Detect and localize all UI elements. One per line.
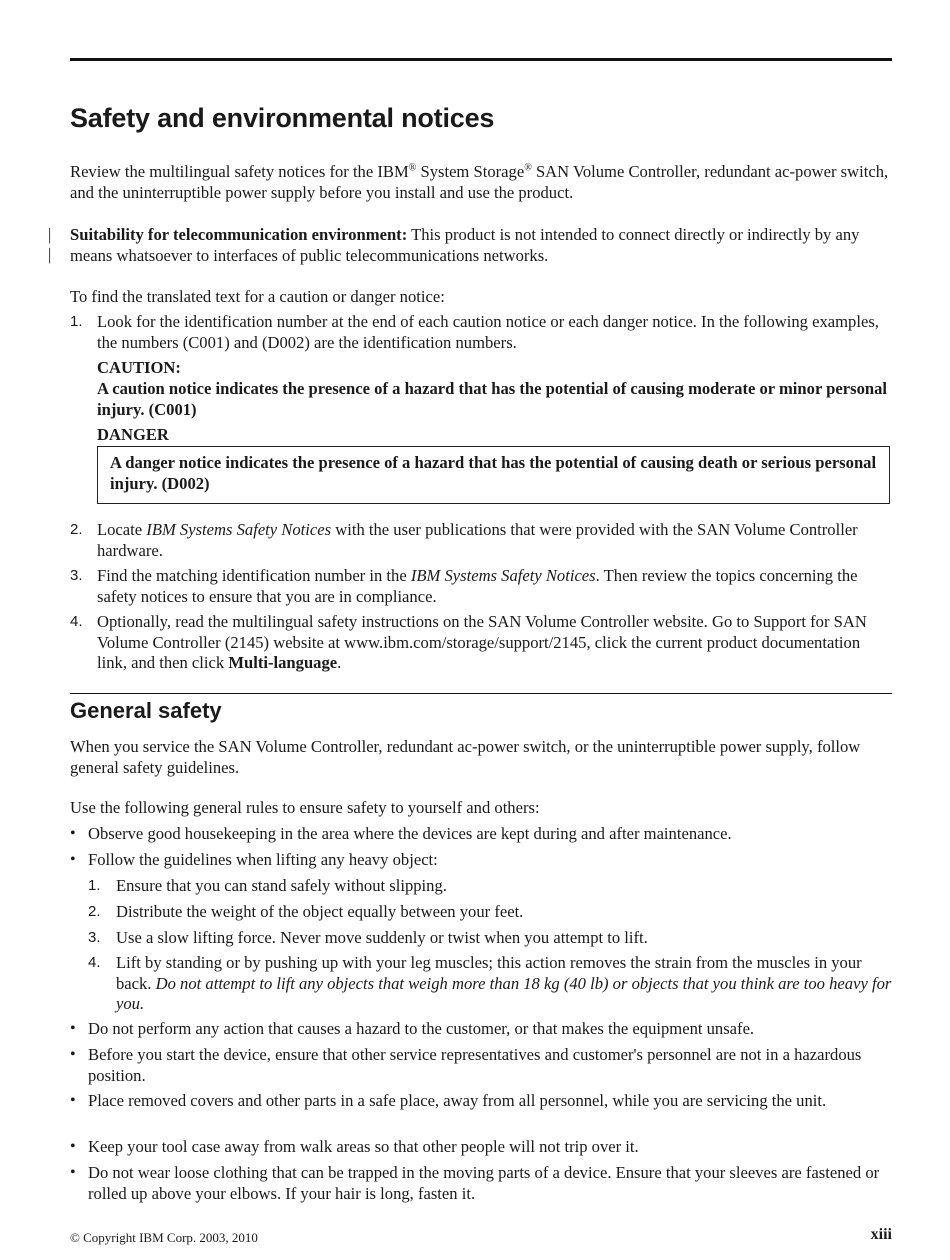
- change-bar: |: [48, 245, 52, 264]
- rules-intro: Use the following general rules to ensure safety to yourself and others:: [70, 798, 540, 817]
- lift-step-number: 1.: [88, 877, 101, 894]
- list-item: Do not wear loose clothing that can be trapped in the moving parts of a device. Ensure that your sleeves are fastened or rolled up above your elbows. If your hair is long, fasten it.: [88, 1163, 880, 1203]
- bullet: •: [70, 825, 76, 842]
- lift-step-text: Ensure that you can stand safely without slipping.: [116, 876, 447, 895]
- step-number: 2.: [70, 521, 83, 538]
- section-rule: [70, 693, 892, 694]
- lift-step-number: 2.: [88, 903, 101, 920]
- bullet: •: [70, 1020, 76, 1037]
- lift-step-number: 4.: [88, 954, 101, 971]
- step-number: 1.: [70, 313, 83, 330]
- step-text: Optionally, read the multilingual safety instructions on the SAN Volume Controller website. Go to Support for SAN Volume Controller (2145) website at www.ibm.com/storage/support/2145, click the current product documentation link, and then click Multi-language.: [97, 612, 867, 672]
- top-rule: [70, 58, 892, 61]
- list-item: Do not perform any action that causes a hazard to the customer, or that makes the equipment unsafe.: [88, 1019, 755, 1038]
- danger-text: A danger notice indicates the presence of a hazard that has the potential of causing death or serious personal injury. (D002): [110, 453, 877, 493]
- list-item: Keep your tool case away from walk areas so that other people will not trip over it.: [88, 1137, 639, 1156]
- general-intro: When you service the SAN Volume Controller, redundant ac-power switch, or the uninterruptible power supply, follow general safety guidelines.: [70, 737, 861, 777]
- lift-step-text: Lift by standing or by pushing up with your leg muscles; this action removes the strain from the muscles in your back. Do not attempt to lift any objects that weigh more than 18 kg (40 lb) or objects that you think are too heavy for you.: [116, 953, 892, 1013]
- step-number: 4.: [70, 613, 83, 630]
- list-item: Place removed covers and other parts in a safe place, away from all personnel, while you are servicing the unit.: [88, 1091, 827, 1110]
- lift-step-text: Distribute the weight of the object equally between your feet.: [116, 902, 524, 921]
- caution-text: A caution notice indicates the presence of a hazard that has the potential of causing moderate or minor personal injury. (C001): [97, 379, 888, 419]
- step-text: Locate IBM Systems Safety Notices with the user publications that were provided with the SAN Volume Controller hardware.: [97, 520, 858, 560]
- danger-label: DANGER: [97, 425, 169, 444]
- list-item: Before you start the device, ensure that other service representatives and customer's personnel are not in a hazardous position.: [88, 1045, 862, 1085]
- lift-step-number: 3.: [88, 929, 101, 946]
- find-intro: To find the translated text for a caution or danger notice:: [70, 287, 445, 306]
- bullet: •: [70, 1164, 76, 1181]
- suitability-paragraph: Suitability for telecommunication environment: This product is not intended to connect directly or indirectly by any means whatsoever to interfaces of public telecommunications networks.: [70, 225, 860, 265]
- step-text: Find the matching identification number in the IBM Systems Safety Notices. Then review the topics concerning the safety notices to ensure that you are in compliance.: [97, 566, 858, 606]
- bullet: •: [70, 851, 76, 868]
- list-item: Observe good housekeeping in the area where the devices are kept during and after maintenance.: [88, 824, 732, 843]
- section-heading: General safety: [70, 698, 222, 723]
- caution-label: CAUTION:: [97, 358, 181, 377]
- bullet: •: [70, 1138, 76, 1155]
- change-bar: |: [48, 225, 52, 244]
- step-number: 3.: [70, 567, 83, 584]
- copyright: © Copyright IBM Corp. 2003, 2010: [70, 1230, 258, 1245]
- page-title: Safety and environmental notices: [70, 103, 495, 133]
- bullet: •: [70, 1046, 76, 1063]
- bullet: •: [70, 1092, 76, 1109]
- step-text: Look for the identification number at the end of each caution notice or each danger notice. In the following examples, the numbers (C001) and (D002) are the identification numbers.: [97, 312, 879, 352]
- intro-paragraph: Review the multilingual safety notices for the IBM® System Storage® SAN Volume Controller, redundant ac-power switch, and the uninterruptible power supply before you install and use the product.: [70, 162, 889, 202]
- lift-step-text: Use a slow lifting force. Never move suddenly or twist when you attempt to lift.: [116, 928, 648, 947]
- page-number: xiii: [870, 1226, 892, 1243]
- list-item: Follow the guidelines when lifting any heavy object:: [88, 850, 438, 869]
